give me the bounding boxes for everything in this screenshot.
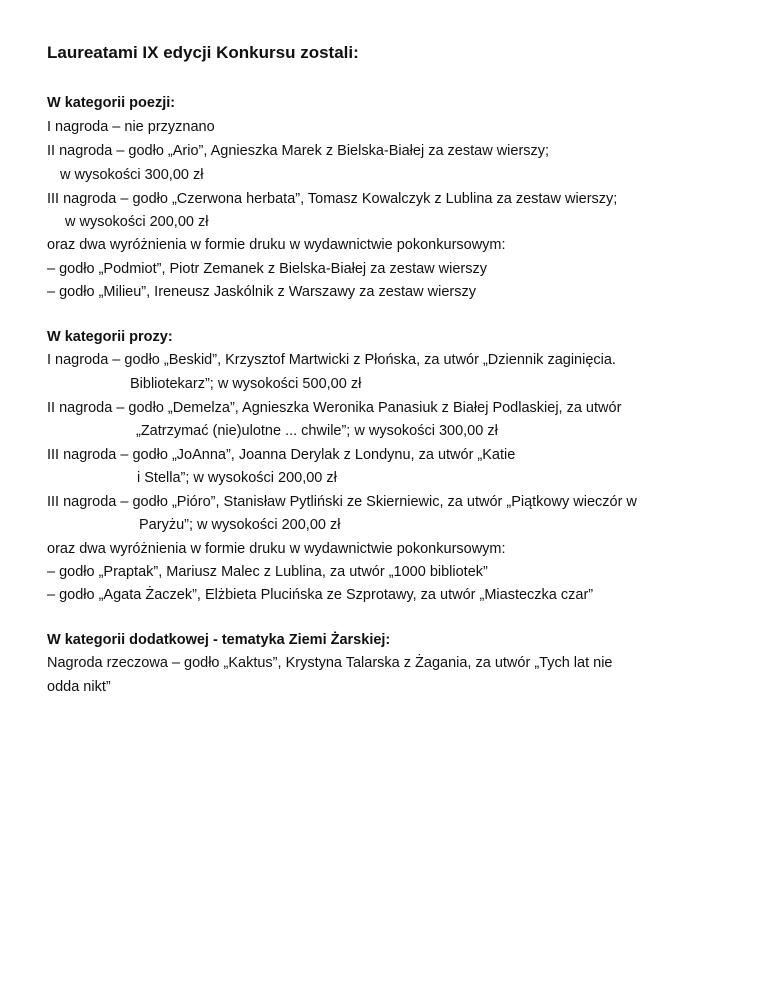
prose-line: I nagroda – godło „Beskid”, Krzysztof Martwicki z Płońska, za utwór „Dziennik zaginięcia. <box>47 352 616 368</box>
poetry-heading: W kategorii poezji: <box>47 95 176 111</box>
poetry-line: II nagroda – godło „Ario”, Agnieszka Marek z Bielska-Białej za zestaw wierszy; <box>47 143 550 159</box>
extra-line: Nagroda rzeczowa – godło „Kaktus”, Krystyna Talarska z Żagania, za utwór „Tych lat nie <box>47 655 613 671</box>
prose-line: „Zatrzymać (nie)ulotne ... chwile”; w wysokości 300,00 zł <box>136 423 498 439</box>
page-title: Laureatami IX edycji Konkursu zostali: <box>47 43 359 62</box>
extra-line: odda nikt” <box>47 679 111 695</box>
prose-line: i Stella”; w wysokości 200,00 zł <box>137 470 337 486</box>
prose-line: Bibliotekarz”; w wysokości 500,00 zł <box>130 376 362 392</box>
poetry-line: I nagroda – nie przyznano <box>47 119 215 135</box>
prose-line: III nagroda – godło „JoAnna”, Joanna Derylak z Londynu, za utwór „Katie <box>47 447 516 463</box>
poetry-line: – godło „Milieu”, Ireneusz Jaskólnik z Warszawy za zestaw wierszy <box>47 284 476 300</box>
prose-line: Paryżu”; w wysokości 200,00 zł <box>139 517 341 533</box>
prose-line: – godło „Praptak”, Mariusz Malec z Lublina, za utwór „1000 bibliotek” <box>47 564 488 580</box>
poetry-line: – godło „Podmiot”, Piotr Zemanek z Bielska-Białej za zestaw wierszy <box>47 261 487 277</box>
poetry-line: III nagroda – godło „Czerwona herbata”, Tomasz Kowalczyk z Lublina za zestaw wierszy; <box>47 191 618 207</box>
prose-line: oraz dwa wyróżnienia w formie druku w wydawnictwie pokonkursowym: <box>47 541 506 557</box>
poetry-line: oraz dwa wyróżnienia w formie druku w wydawnictwie pokonkursowym: <box>47 237 506 253</box>
prose-line: – godło „Agata Żaczek”, Elżbieta Plucińska ze Szprotawy, za utwór „Miasteczka czar” <box>47 587 594 603</box>
poetry-line: w wysokości 300,00 zł <box>60 167 204 183</box>
poetry-line: w wysokości 200,00 zł <box>65 214 209 230</box>
prose-line: II nagroda – godło „Demelza”, Agnieszka Weronika Panasiuk z Białej Podlaskiej, za utwór <box>47 400 622 416</box>
prose-line: III nagroda – godło „Pióro”, Stanisław Pytliński ze Skierniewic, za utwór „Piątkowy wieczór w <box>47 494 637 510</box>
extra-heading: W kategorii dodatkowej - tematyka Ziemi Żarskiej: <box>47 632 391 648</box>
prose-heading: W kategorii prozy: <box>47 329 173 345</box>
